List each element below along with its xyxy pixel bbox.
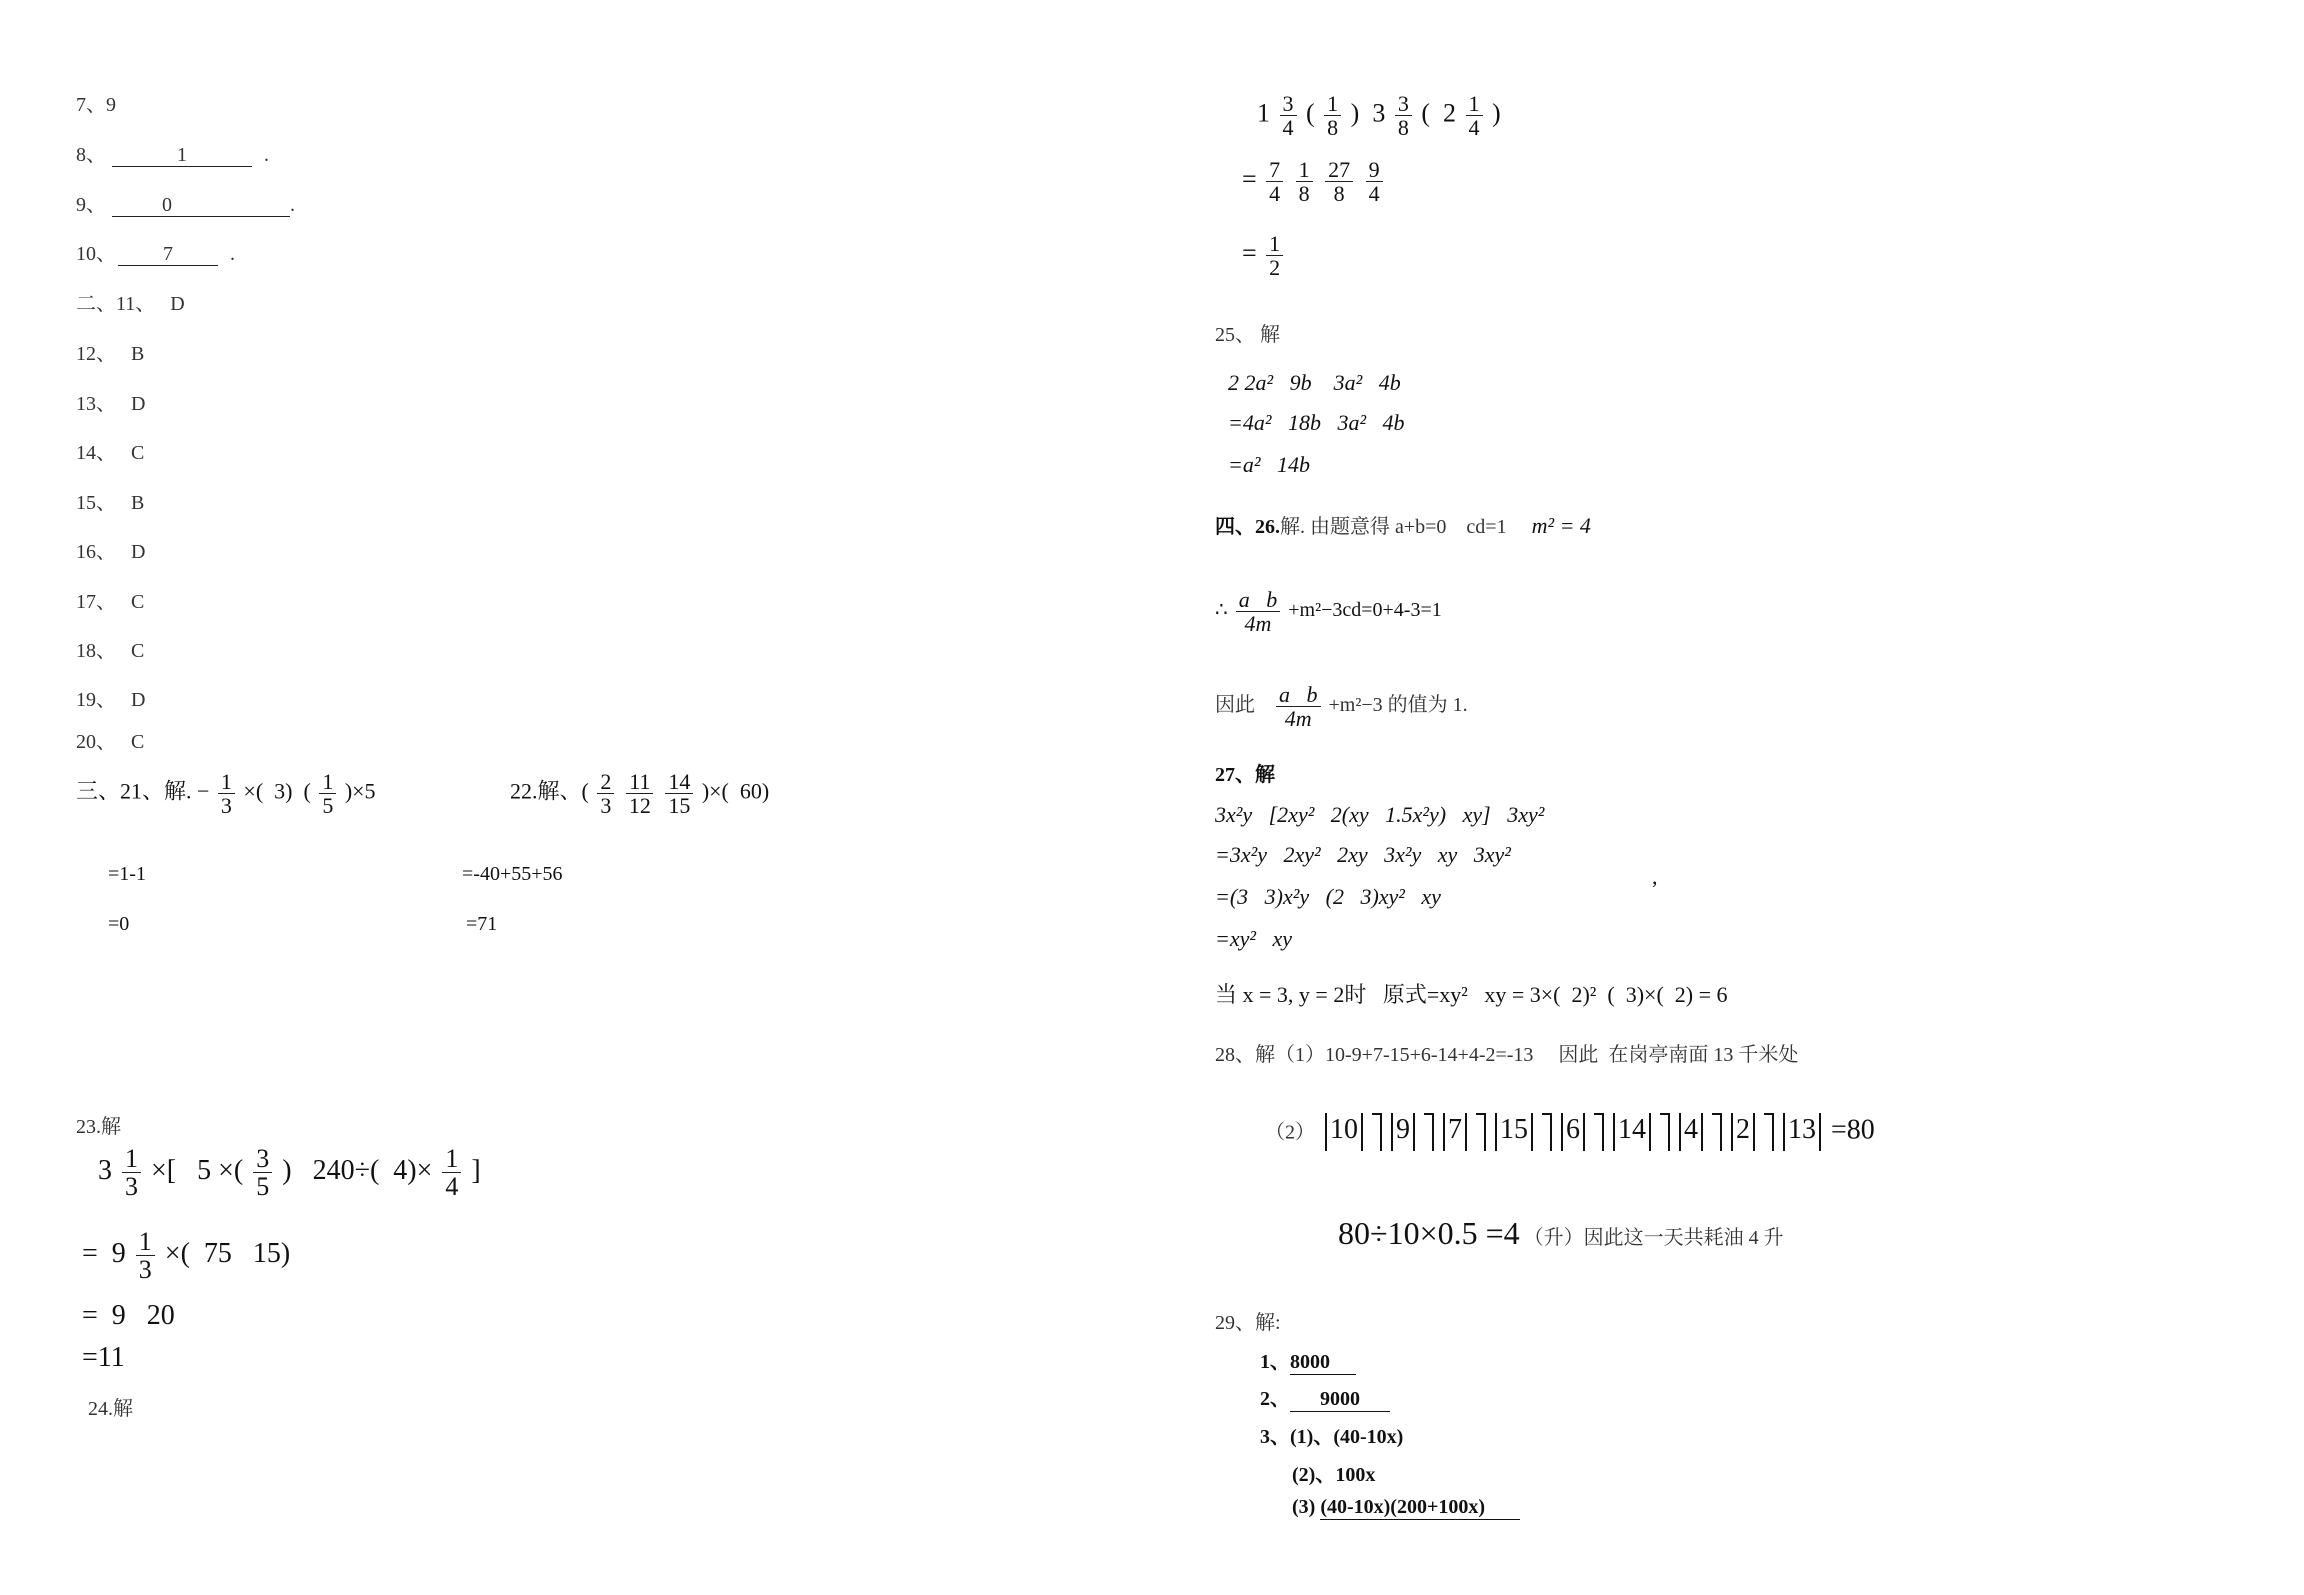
answer-22-step2: =71 [466, 913, 498, 935]
answer-27-line4: =xy² xy [1215, 926, 1292, 951]
answer-21-step2: =0 [108, 913, 130, 935]
answer-23-line1: 3 $\frac{1}{3}$ ×[ 5 ×( $\frac{3}{5}$ ) 240÷( 4)× $\frac{1}{4}$ ] [98, 1144, 481, 1202]
fraction-3-4: $\frac{3}{4}$ [1280, 92, 1297, 139]
abs-value: 4 [1684, 1114, 1698, 1146]
fraction-14-15: $\frac{14}{15}$ [665, 770, 693, 817]
answer-25-title: 25、 解 [1215, 324, 1280, 346]
fraction-1-2: $\frac{1}{2}$ [1266, 232, 1283, 279]
plus-sign [1372, 1113, 1382, 1151]
answer-24-title: 24.解 [88, 1398, 133, 1420]
answer-7: 7、9 [76, 94, 116, 116]
answer-23-line3: = 9 20 [82, 1300, 175, 1331]
answer-27-line1: 3x²y [2xy² 2(xy 1.5x²y) xy] 3xy² [1215, 802, 1545, 827]
abs-value: 10 [1330, 1114, 1358, 1146]
answer-25-line2: =4a² 18b 3a² 4b [1228, 410, 1405, 435]
abs-value: 7 [1448, 1114, 1462, 1146]
plus-sign [1660, 1113, 1670, 1151]
abs-value: 15 [1500, 1114, 1528, 1146]
abs-bar [1753, 1113, 1755, 1151]
answer-24-line3: = $\frac{1}{2}$ [1242, 232, 1286, 279]
fraction-1-5: $\frac{1}{5}$ [319, 770, 336, 817]
answer-26-line2: ∴ $\frac{\text{a b}}{4m}$ +m²−3cd=0+4-3=1 [1215, 587, 1442, 637]
answer-28-line3: 80÷10×0.5 =4 （升）因此这一天共耗油 4 升 [1338, 1215, 1784, 1251]
fraction-1-3: $\frac{1}{3}$ [122, 1145, 141, 1201]
fraction-11-12: $\frac{11}{12}$ [626, 770, 654, 817]
answer-29-part2: 2、 9000 [1260, 1382, 1390, 1412]
abs-bar [1495, 1113, 1497, 1151]
answer-12: 12、 B [76, 343, 145, 365]
answer-25-line1: 2 2a² 9b 3a² 4b [1228, 370, 1401, 395]
answer-21-step1: =1-1 [108, 863, 146, 885]
answer-16: 16、 D [76, 541, 146, 563]
abs-bar [1679, 1113, 1681, 1151]
plus-sign [1476, 1113, 1486, 1151]
answer-27-title: 27、解 [1215, 764, 1275, 786]
abs-value: 9 [1396, 1114, 1410, 1146]
plus-sign [1542, 1113, 1552, 1151]
abs-bar [1649, 1113, 1651, 1151]
abs-bar [1391, 1113, 1393, 1151]
fraction-1-4: $\frac{1}{4}$ [442, 1145, 461, 1201]
answer-10: 10、 7 . [76, 243, 235, 265]
fraction-27-8: $\frac{27}{8}$ [1325, 158, 1353, 205]
abs-bar [1531, 1113, 1533, 1151]
answer-22-expression: 22.解、( $\frac{2}{3}$ $\frac{11}{12}$ $\frac{14}{15}$ )×( 60) [510, 769, 770, 819]
answer-8: 8、 1 . [76, 144, 269, 166]
answer-29-part3-1: 3、(1)、(40-10x) [1260, 1426, 1404, 1448]
answer-29-part3-2: (2)、100x [1292, 1464, 1376, 1486]
answer-26-line1: 四、26.解. 由题意得 a+b=0 cd=1 m² = 4 [1215, 513, 1591, 538]
fraction-a-b-over-4m: $\frac{\text{a b}}{4m}$ [1236, 588, 1281, 635]
answer-19: 19、 D [76, 689, 146, 711]
abs-bar [1783, 1113, 1785, 1151]
abs-bar [1443, 1113, 1445, 1151]
answer-29-title: 29、解: [1215, 1312, 1281, 1334]
abs-value: 6 [1566, 1114, 1580, 1146]
answer-13: 13、 D [76, 393, 146, 415]
fraction-3-8: $\frac{3}{8}$ [1395, 92, 1412, 139]
abs-value: 14 [1618, 1114, 1646, 1146]
abs-bar [1413, 1113, 1415, 1151]
fraction-2-3: $\frac{2}{3}$ [597, 770, 614, 817]
answer-23-line4: =11 [82, 1342, 125, 1373]
fraction-1-3: $\frac{1}{3}$ [136, 1228, 155, 1284]
fraction-3-5: $\frac{3}{5}$ [253, 1145, 272, 1201]
answer-21-expression: 三、21、解. − $\frac{1}{3}$ ×( 3) ( $\frac{1}{5}$ )×5 [76, 769, 376, 819]
answer-27-line3: =(3 3)x²y (2 3)xy² xy [1215, 884, 1441, 909]
fraction-1-4: $\frac{1}{4}$ [1466, 92, 1483, 139]
absolute-value-sum [1322, 1114, 1824, 1145]
abs-value: 2 [1736, 1114, 1750, 1146]
answer-11: 二、11、 D [76, 293, 185, 315]
answer-27-comma: , [1652, 864, 1658, 889]
answer-23-line2: = 9 $\frac{1}{3}$ ×( 75 15) [82, 1227, 291, 1285]
answer-25-line3: =a² 14b [1228, 452, 1310, 477]
answer-24-line1: 1 $\frac{3}{4}$ ( $\frac{1}{8}$ ) 3 $\frac{3}{8}$ ( 2 $\frac{1}{4}$ ) [1257, 91, 1501, 141]
answer-15: 15、 B [76, 492, 145, 514]
answer-24-line2: = $\frac{7}{4}$ $\frac{1}{8}$ $\frac{27}{8}$ $\frac{9}{4}$ [1242, 158, 1386, 205]
answer-29-part3-3: (3) (40-10x)(200+100x) [1292, 1496, 1520, 1520]
abs-bar [1701, 1113, 1703, 1151]
answer-18: 18、 C [76, 640, 145, 662]
answer-22-step1: =-40+55+56 [462, 863, 563, 885]
answer-23-title: 23.解 [76, 1116, 121, 1138]
answer-17: 17、 C [76, 591, 145, 613]
plus-sign [1424, 1113, 1434, 1151]
abs-value: 13 [1788, 1114, 1816, 1146]
answer-28-line1: 28、解（1）10-9+7-15+6-14+4-2=-13 因此 在岗亭南面 13 千米处 [1215, 1044, 1799, 1066]
answer-9: 9、 0 . [76, 194, 295, 216]
plus-sign [1764, 1113, 1774, 1151]
abs-bar [1731, 1113, 1733, 1151]
abs-bar [1325, 1113, 1327, 1151]
fraction-a-b-over-4m: $\frac{\text{a b}}{4m}$ [1276, 683, 1321, 730]
plus-sign [1712, 1113, 1722, 1151]
fraction-1-8: $\frac{1}{8}$ [1324, 92, 1341, 139]
fraction-1-8: $\frac{1}{8}$ [1296, 158, 1313, 205]
abs-bar [1361, 1113, 1363, 1151]
abs-bar [1613, 1113, 1615, 1151]
answer-27-line5: 当 x = 3, y = 2时 原式=xy² xy = 3×( 2)² ( 3)×( 2) = 6 [1215, 982, 1728, 1007]
fraction-7-4: $\frac{7}{4}$ [1266, 158, 1283, 205]
fraction-1-3: $\frac{1}{3}$ [218, 770, 235, 817]
fraction-9-4: $\frac{9}{4}$ [1366, 158, 1383, 205]
abs-bar [1583, 1113, 1585, 1151]
answer-29-part1: 1、8000 [1260, 1345, 1356, 1375]
answer-14: 14、 C [76, 442, 145, 464]
answer-28-line2: （2） 10 9 7 15 6 14 4 2 13 =80 [1265, 1113, 1875, 1151]
abs-bar [1561, 1113, 1563, 1151]
abs-bar [1819, 1113, 1821, 1151]
answer-27-line2: =3x²y 2xy² 2xy 3x²y xy 3xy² [1215, 842, 1511, 867]
abs-bar [1465, 1113, 1467, 1151]
answer-26-conclusion: 因此 $\frac{\text{a b}}{4m}$ +m²−3 的值为 1. [1215, 682, 1468, 732]
plus-sign [1594, 1113, 1604, 1151]
answer-20: 20、 C [76, 731, 145, 753]
